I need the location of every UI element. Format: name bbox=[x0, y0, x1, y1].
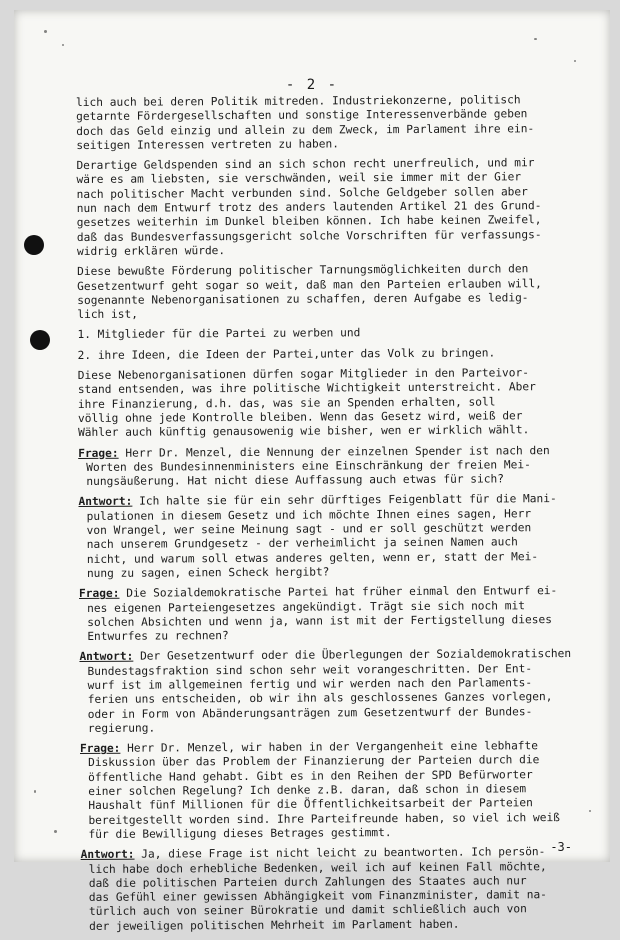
answer-block bbox=[79, 647, 608, 736]
text-line: von Wrangel, wer seine Meinung sagt - und er soll geschützt werden bbox=[86, 521, 532, 537]
text-line: Worten des Bundesinnenministers eine Einschränkung der freien Mei- bbox=[86, 458, 531, 474]
paragraphs bbox=[76, 93, 606, 441]
page-number: - 2 - bbox=[285, 77, 339, 93]
text-line: Derartige Geldspenden sind an sich schon recht unerfreulich, und mir bbox=[76, 156, 535, 173]
text-segment: Die Sozialdemokratische Partei hat früher einmal den Entwurf ei- bbox=[119, 584, 558, 600]
answer-block bbox=[81, 845, 610, 934]
paragraph bbox=[78, 366, 606, 441]
text-line: der jeweiligen politischen Mehrheit im Parlament haben. bbox=[89, 917, 460, 933]
scan-speck bbox=[62, 44, 64, 46]
punch-hole bbox=[30, 330, 50, 350]
text-line: daß die politischen Parteien durch Zahlungen des Staates auch nur bbox=[88, 874, 527, 890]
answer-block bbox=[78, 492, 607, 581]
text-line: doch das Geld einzig und allein zu dem Zweck, im Parlament ihre ein- bbox=[76, 121, 535, 138]
text-line: widrig erklären würde. bbox=[76, 244, 226, 258]
text-line: sogenannte Nebenorganisationen zu schaffen, deren Aufgabe es ledig- bbox=[77, 291, 529, 307]
text-line: nes eigenen Parteiengesetzes angekündigt. Trägt sie sich noch mit bbox=[87, 598, 525, 615]
document-page bbox=[14, 10, 610, 933]
text-line: gesetzes weiterhin im Dunkel bleiben können. Ich habe keinen Zweifel, bbox=[76, 213, 542, 230]
text-line: nung zu sagen, einen Scheck hergibt? bbox=[86, 565, 330, 580]
text-line: nicht, und warum soll etwas anderes gelten, wenn er, statt der Mei- bbox=[86, 549, 539, 566]
text-segment: Der Gesetzentwurf oder die Überlegungen der Sozialdemokratischen bbox=[133, 647, 572, 664]
text-segment: Ja, diese Frage ist nicht leicht zu beantworten. Ich persön- bbox=[134, 845, 546, 861]
interview-section bbox=[78, 443, 609, 934]
paragraph bbox=[77, 262, 605, 322]
question-block bbox=[78, 443, 606, 489]
text-line: solchen Absichten und wenn ja, wann ist mit der Fertigstellung dieses bbox=[87, 612, 552, 629]
paragraph bbox=[76, 93, 604, 153]
question-label: Frage: bbox=[79, 586, 120, 601]
text-line: Gesetzentwurf geht sogar so weit, daß man den Parteien erlauben will, bbox=[77, 276, 542, 293]
paragraph bbox=[76, 156, 605, 259]
punch-hole bbox=[24, 235, 44, 255]
question-block bbox=[79, 584, 607, 644]
text-line: seitigen Interessen vertreten zu haben. bbox=[76, 137, 340, 152]
text-segment: Herr Dr. Menzel, wir haben in der Vergangenheit eine lebhafte bbox=[120, 739, 539, 755]
text-segment: Herr Dr. Menzel, die Nennung der einzelnen Spender ist nach den bbox=[118, 443, 550, 460]
text-line: stand entsenden, was ihre politische Wichtigkeit unterstreicht. Aber bbox=[77, 380, 536, 397]
text-line: lich auch bei deren Politik mitreden. Industriekonzerne, politisch bbox=[76, 93, 521, 109]
text-line: türlich auch von seiner Bürokratie und damit schließlich auch von bbox=[88, 902, 527, 919]
text-line: wurf ist im allgemeinen fertig und wir werden nach den Parlaments- bbox=[87, 676, 533, 692]
document-body bbox=[76, 93, 609, 940]
text-line: nach unserem Grundgesetz - der verheimlicht ja seinen Namen auch bbox=[86, 535, 518, 552]
next-page-marker: -3- bbox=[550, 840, 572, 854]
text-line: Diese bewußte Förderung politischer Tarnungsmöglichkeiten durch den bbox=[77, 262, 529, 279]
scan-speck bbox=[534, 38, 537, 40]
question-label: Frage: bbox=[79, 741, 121, 756]
text-line: Haushalt fünf Millionen für die Öffentlichkeitsarbeit der Parteien bbox=[88, 796, 533, 813]
text-segment: Ich halte sie für ein sehr dürftiges Feigenblatt für die Mani- bbox=[132, 492, 557, 509]
text-line: Entwurfes zu rechnen? bbox=[87, 629, 229, 644]
text-line: daß das Bundesverfassungsgericht solche Vorschriften für verfassungs- bbox=[76, 227, 542, 244]
text-line: pulationen in diesem Gesetz und ich möchte Ihnen eines sagen, Herr bbox=[86, 506, 532, 523]
text-line: bereitgestellt worden sind. Ihre Parteifreunde haben, so viel ich weiß bbox=[88, 810, 560, 827]
paragraph bbox=[77, 325, 605, 343]
text-line: Wähler auch künftig genausowenig wie bisher, wen er wirklich wählt. bbox=[78, 423, 530, 440]
answer-label: Antwort: bbox=[79, 650, 134, 664]
text-line: regierung. bbox=[87, 721, 156, 735]
text-line: nun nach dem Entwurf trotz des anders lautenden Artikel 21 des Grund- bbox=[76, 199, 542, 216]
text-line: nach politischer Macht verbunden sind. Solche Geldgeber sollen aber bbox=[76, 185, 528, 201]
text-line: lich ist, bbox=[77, 307, 138, 322]
text-line: Diskussion über das Problem der Finanzierung der Parteien durch die bbox=[88, 753, 540, 770]
text-line: für die Bewilligung dieses Betrages gestimmt. bbox=[88, 826, 392, 841]
text-line: 2. ihre Ideen, die Ideen der Partei,unter das Volk zu bringen. bbox=[77, 346, 496, 362]
text-line: wäre es am liebsten, sie verschwänden, weil sie immer mit der Gier bbox=[76, 170, 522, 187]
paragraph bbox=[78, 346, 606, 364]
answer-label: Antwort: bbox=[78, 495, 133, 509]
text-line: öffentliche Hand gehabt. Gibt es in den Reihen der SPD Befürworter bbox=[88, 767, 533, 784]
text-line: ferien uns entscheiden, ob wir ihn als geschlossenes Ganzes vorlegen, bbox=[87, 690, 553, 707]
question-label: Frage: bbox=[78, 446, 119, 460]
text-line: ihre Finanzierung, d.h. das, was sie an Spenden erhalten, soll bbox=[77, 395, 496, 411]
scan-speck bbox=[574, 60, 576, 62]
answer-label: Antwort: bbox=[80, 847, 135, 862]
text-line: lich habe doch erhebliche Bedenken, weil ich auf keinen Fall möchte, bbox=[88, 859, 547, 876]
text-line: einer solchen Regelung? Ich denke z.B. daran, daß schon in diesem bbox=[88, 782, 527, 799]
question-block bbox=[80, 739, 609, 842]
text-line: das Gefühl einer gewissen Abhängigkeit vom Finanzminister, damit na- bbox=[88, 888, 547, 905]
text-line: 1. Mitglieder für die Partei zu werben und bbox=[77, 326, 361, 342]
text-line: oder in Form von Abänderungsanträgen zum Gesetzentwurf der Bundes- bbox=[87, 704, 533, 721]
scan-speck bbox=[54, 830, 57, 833]
text-line: Bundestagsfraktion sind schon sehr weit vorangeschritten. Der Ent- bbox=[87, 661, 533, 678]
scan-speck bbox=[34, 790, 36, 793]
text-line: nungsäußerung. Hat nicht diese Auffassung auch etwas für sich? bbox=[86, 472, 504, 489]
text-line: Diese Nebenorganisationen dürfen sogar Mitglieder in den Parteivor- bbox=[77, 366, 530, 383]
scan-speck bbox=[44, 30, 47, 33]
text-line: getarnte Fördergesellschaften und sonstige Interessenverbände geben bbox=[76, 107, 528, 124]
text-line: völlig ohne jede Kontrolle bleiben. Wenn das Gesetz wird, weiß der bbox=[77, 409, 523, 425]
